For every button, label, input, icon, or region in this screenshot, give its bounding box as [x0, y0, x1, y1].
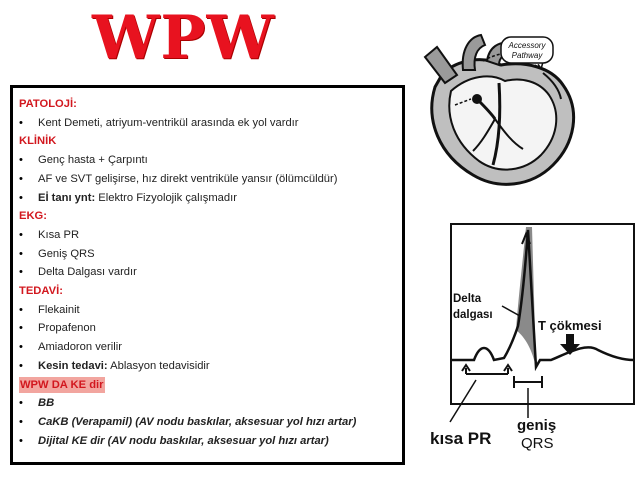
wpw-ke-heading: WPW DA KE dir [20, 378, 104, 391]
list-item [19, 338, 396, 357]
ekg-item-0: Kısa PR [38, 228, 80, 241]
list-item [19, 394, 396, 413]
delta-label-line2: dalgası [453, 309, 493, 321]
wpw-ke-item-1: CaKB (Verapamil) (AV nodu baskılar, aksesuar yol hızı artar) [38, 415, 357, 428]
tedavi-heading: TEDAVİ: [19, 285, 63, 298]
list-item [19, 189, 396, 208]
klinik-item-0: Genç hasta + Çarpıntı [38, 154, 148, 167]
bullet-icon: • [19, 154, 23, 167]
wide-qrs-label-line2: QRS [521, 435, 554, 452]
tedavi-item-1: Propafenon [38, 322, 96, 335]
heart-diagram [413, 15, 588, 195]
accessory-pathway-label-box [501, 37, 553, 63]
list-item [19, 413, 396, 432]
accessory-label-line1: Accessory [508, 41, 546, 50]
klinik-diag-label: Eİ tanı ynt: [38, 191, 96, 204]
bullet-icon: • [19, 303, 23, 316]
ekg-diagram [426, 222, 638, 479]
bullet-icon: • [19, 434, 23, 447]
ekg-item-1: Geniş QRS [38, 247, 95, 260]
bullet-icon: • [19, 116, 23, 129]
bullet-icon: • [19, 172, 23, 185]
list-item [19, 170, 396, 189]
tedavi-kesin-label: Kesin tedavi: [38, 359, 108, 372]
bullet-icon: • [19, 359, 23, 372]
bullet-icon: • [19, 247, 23, 260]
tedavi-item-0: Flekainit [38, 303, 80, 316]
bullet-icon: • [19, 322, 23, 335]
bullet-icon: • [19, 266, 23, 279]
accessory-label-line2: Pathway [511, 51, 543, 60]
patoloji-item-0: Kent Demeti, atriyum-ventrikül arasında ek yol vardır [38, 116, 299, 129]
short-pr-label: kısa PR [430, 429, 492, 448]
bullet-icon: • [19, 228, 23, 241]
tedavi-kesin-text: Ablasyon tedavisidir [110, 359, 210, 372]
ekg-heading: EKG: [19, 210, 47, 223]
klinik-diag-text: Elektro Fizyolojik çalışmadır [98, 191, 237, 204]
list-item [19, 357, 396, 376]
patoloji-heading: PATOLOJİ: [19, 98, 77, 110]
list-item [19, 319, 396, 338]
list-item [19, 226, 396, 245]
list-item [19, 151, 396, 170]
bullet-icon: • [19, 397, 23, 410]
wpw-ke-item-2: Dijital KE dir (AV nodu baskılar, aksesuar yol hızı artar) [38, 434, 329, 447]
wide-qrs-label-line1: geniş [517, 417, 557, 434]
bullet-icon: • [19, 191, 23, 204]
klinik-item-1: AF ve SVT gelişirse, hız direkt ventriküle yansır (ölümcüldür) [38, 172, 338, 185]
content-box [10, 85, 405, 465]
t-wave-label: T çökmesi [538, 318, 602, 333]
ekg-item-2: Delta Dalgası vardır [38, 266, 137, 279]
list-item [19, 263, 396, 282]
list-item [19, 245, 396, 264]
list-item [19, 301, 396, 320]
bullet-icon: • [19, 415, 23, 428]
delta-label-line1: Delta [453, 293, 482, 305]
list-item [19, 432, 396, 451]
list-item [19, 114, 396, 133]
tedavi-item-2: Amiadoron verilir [38, 341, 122, 354]
page-title: WPW [92, 3, 275, 73]
wpw-ke-item-0: BB [38, 397, 55, 410]
klinik-heading: KLİNİK [19, 135, 57, 148]
bullet-icon: • [19, 341, 23, 354]
